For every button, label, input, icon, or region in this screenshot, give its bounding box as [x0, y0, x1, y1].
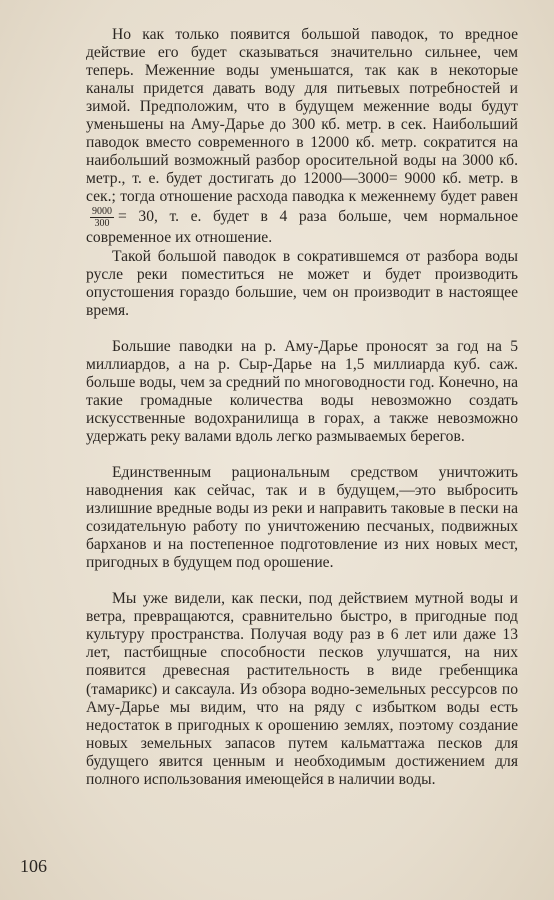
paragraph-4: Единственным рациональным средством уничтожить наводнения как сейчас, так и в будущем,—это выбросить излишние вредные воды из реки и направить таковые в пески на созидательную работу по уничтожению песчаных, подвижных барханов и на постепенное подготовление из них новых мест, пригодных в будущем под орошение. — [86, 463, 518, 572]
fraction-numerator: 9000 — [92, 206, 112, 218]
paragraph-2: Такой большой паводок в сократившемся от разбора воды русле реки поместиться не может и будет производить опустошения гораздо большие, чем он производит в настоящее время. — [86, 247, 518, 319]
paragraph-3: Большие паводки на р. Аму-Дарье проносят за год на 5 миллиардов, а на р. Сыр-Дарье на 1,5 миллиарда куб. саж. больше воды, чем за средний по многоводности год. Конечно, на такие громадные количества воды невозможно создать искусственные водохранилища в горах, а также невозможно удержать реку валами вдоль легко размываемых берегов. — [86, 337, 518, 445]
paragraph-5: Мы уже видели, как пески, под действием мутной воды и ветра, превращаются, сравнительно быстро, в пригодные под культуру пространства. Получая воду раз в 6 лет или даже 13 лет, пастбищные способности песков улучшатся, на них появится древесная растительность в виде гребенщика (тамарикс) и саксаула. Из обзора водно-земельных рессурсов по Аму-Дарье мы видим, что на ряду с избытком воды есть недостаток в пригодных к орошению землях, поэтому создание новых земельных запасов путем кальматтажа песков для будущего явится ценным и необходимым достижением для полного использования имеющейся в наличии воды. — [86, 590, 518, 788]
page-number: 106 — [20, 856, 47, 876]
paragraph-1-text-after: = 30, т. е. будет в 4 раза больше, чем нормальное современное их отношение. — [86, 208, 518, 247]
paragraph-1 — [86, 26, 518, 248]
paragraph-1-text-before: Но как только появится большой паводок, то вредное действие его будет сказываться значительно сильнее, чем теперь. Меженние воды уменьшатся, так как в некоторые каналы придется давать воду для питьевых потребностей и зимой. Предположим, что в будущем меженние воды будут уменьшены на Аму-Дарье до 300 кб. метр. в сек. Наибольший паводок вместо современного в 12000 кб. метр. сократится на наибольший возможный разбор оросительной воды на 3000 кб. метр., т. е. будет достигать до 12000—3000= 9000 кб. метр. в сек.; тогда отношение расхода паводка к меженнему будет равен — [86, 26, 518, 206]
page-body — [86, 26, 518, 789]
fraction — [90, 206, 114, 229]
fraction-denominator: 300 — [94, 218, 110, 230]
